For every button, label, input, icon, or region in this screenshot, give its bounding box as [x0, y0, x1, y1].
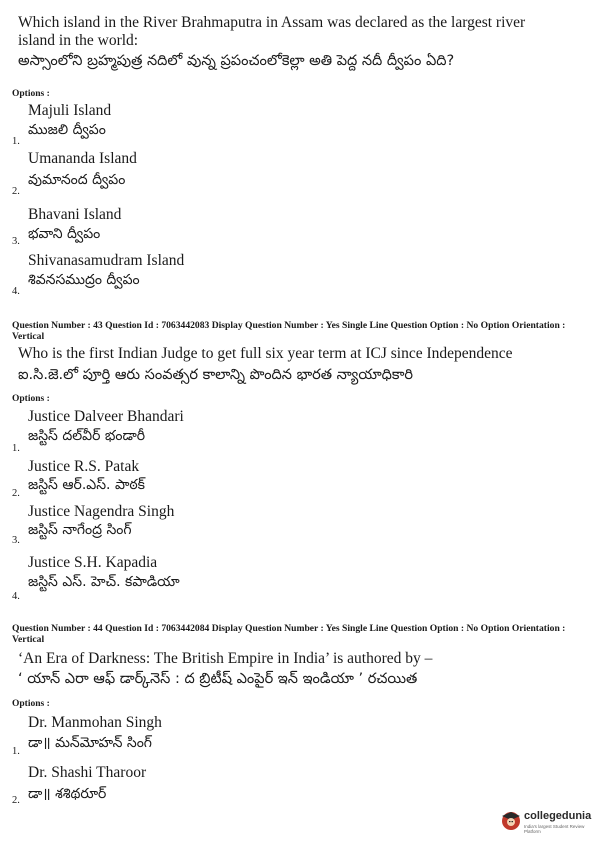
q42-option-1-te: ముజలి ద్వీపం — [28, 122, 106, 138]
q42-option-2-te: వుమానంద ద్వీపం — [28, 172, 126, 188]
q43-option-1-number: 1. — [12, 443, 20, 454]
q43-option-2-en: Justice R.S. Patak — [28, 458, 140, 475]
q44-meta: Question Number : 44 Question Id : 7063442084 Display Question Number : Yes Single Line Question Option : No Option Orientation : Vertical — [12, 623, 566, 645]
q42-text-en-line1: Which island in the River Brahmaputra in Assam was declared as the largest river — [18, 14, 526, 31]
q42-option-3-te: భవాని ద్వీపం — [28, 226, 101, 242]
q43-option-4-en: Justice S.H. Kapadia — [28, 554, 158, 571]
q42-option-4-en: Shivanasamudram Island — [28, 252, 185, 269]
q44-option-2-te: డా॥ శశిథరూర్ — [28, 786, 107, 802]
q42-option-4-te: శివనసముద్రం ద్వీపం — [28, 272, 140, 288]
q42-option-1-number: 1. — [12, 136, 20, 147]
q42-options-label: Options : — [12, 89, 50, 99]
q42-option-3-number: 3. — [12, 236, 20, 247]
q43-option-4-number: 4. — [12, 591, 20, 602]
q44-text-te: ‘ యాన్ ఎరా ఆఫ్ డార్క్‌నెస్ : ద బ్రిటీష్ ఎంపైర్ ఇన్ ఇండియా ’ రచయిత — [18, 671, 418, 687]
q42-option-3-en: Bhavani Island — [28, 206, 122, 223]
q44-option-1-en: Dr. Manmohan Singh — [28, 714, 162, 731]
q42-text-te: అస్సాంలోని బ్రహ్మపుత్ర నదిలో వున్న ప్రపంచంలోకెల్లా అతి పెద్ద నదీ ద్వీపం ఏది? — [18, 53, 455, 69]
q43-option-4-te: జస్టిస్ ఎస్. హెచ్. కపాడియా — [28, 574, 180, 590]
q43-meta: Question Number : 43 Question Id : 7063442083 Display Question Number : Yes Single Line Question Option : No Option Orientation : Vertical — [12, 320, 566, 342]
q43-text-en: Who is the first Indian Judge to get full six year term at ICJ since Independence — [18, 345, 513, 362]
q43-options-label: Options : — [12, 394, 50, 404]
collegedunia-logo — [500, 806, 592, 836]
logo-name: collegedunia — [524, 810, 592, 822]
q43-text-te: ఐ.సి.జె.లో పూర్తి ఆరు సంవత్సర కాలాన్ని పొందిన భారత న్యాయాధికారి — [18, 367, 414, 383]
q42-option-2-number: 2. — [12, 186, 20, 197]
logo-tagline: India's largest Student Review Platform — [524, 824, 585, 834]
q43-option-2-number: 2. — [12, 488, 20, 499]
q44-option-2-en: Dr. Shashi Tharoor — [28, 764, 147, 781]
q44-text-en: ‘An Era of Darkness: The British Empire in India’ is authored by – — [18, 650, 433, 667]
q42-option-2-en: Umananda Island — [28, 150, 137, 167]
q44-option-1-te: డా॥ మన్‌మోహన్ సింగ్ — [28, 735, 152, 751]
q43-option-1-en: Justice Dalveer Bhandari — [28, 408, 184, 425]
q43-option-3-en: Justice Nagendra Singh — [28, 503, 175, 520]
q43-option-1-te: జస్టిస్ దల్‌వీర్ భండారీ — [28, 428, 146, 444]
q44-option-1-number: 1. — [12, 746, 20, 757]
q42-option-1-en: Majuli Island — [28, 102, 112, 119]
q44-option-2-number: 2. — [12, 795, 20, 806]
q43-option-2-te: జస్టిస్ ఆర్.ఎస్. పాఠక్ — [28, 477, 145, 493]
q44-options-label: Options : — [12, 699, 50, 709]
graduate-avatar-icon — [500, 809, 522, 831]
q43-option-3-te: జస్టిస్ నాగేంద్ర సింగ్ — [28, 522, 132, 538]
q43-option-3-number: 3. — [12, 535, 20, 546]
q42-text-en-line2: island in the world: — [18, 32, 139, 49]
q42-option-4-number: 4. — [12, 286, 20, 297]
